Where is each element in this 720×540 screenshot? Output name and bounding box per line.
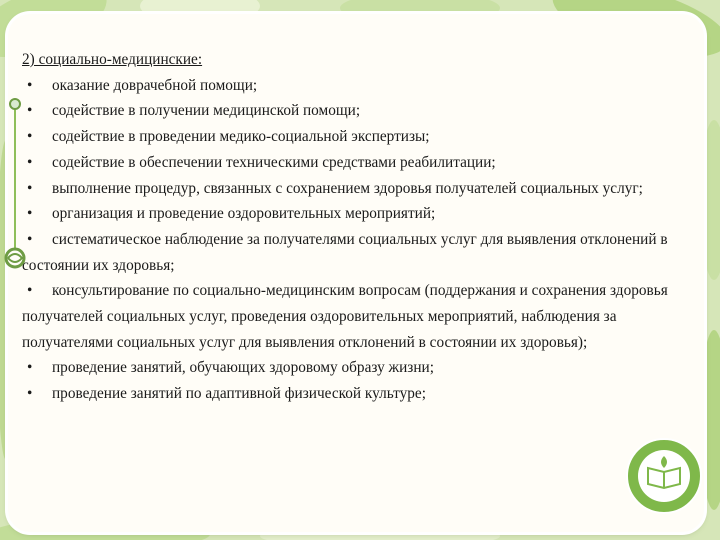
document-text xyxy=(22,47,690,407)
list-item-text: содействие в проведении медико-социальной экспертизы; xyxy=(52,128,430,146)
bullet: • xyxy=(27,205,33,223)
list-item xyxy=(22,176,690,202)
bullet: • xyxy=(27,153,33,171)
list-item xyxy=(22,381,690,407)
list-item-text: консультирование по социально-медицинским вопросам (поддержания и сохранения здоровья получателей социальных услуг, проведения оздоровительных мероприятий, наблюдения за получателями социальных услуг для выявления отклонений в состоянии их здоровья); xyxy=(22,282,668,351)
bullet: • xyxy=(27,359,33,377)
list-item xyxy=(22,150,690,176)
list-item xyxy=(22,124,690,150)
list-item-text: содействие в обеспечении техническими средствами реабилитации; xyxy=(52,153,496,171)
list-item-text: оказание доврачебной помощи; xyxy=(52,76,258,94)
emblem-logo-icon xyxy=(624,436,704,516)
list-item-text: проведение занятий по адаптивной физической культуре; xyxy=(52,385,426,403)
bullet: • xyxy=(27,179,33,197)
list-item xyxy=(22,278,690,355)
bullet: • xyxy=(27,128,33,146)
section-heading: 2) социально-медицинские: xyxy=(22,51,203,68)
binder-ring-icon xyxy=(0,0,40,540)
list-item-text: систематическое наблюдение за получателями социальных услуг для выявления отклонений в состоянии их здоровья; xyxy=(22,230,668,274)
list-item xyxy=(22,227,690,278)
list-item xyxy=(22,98,690,124)
bullet: • xyxy=(27,76,33,94)
list-item-text: содействие в получении медицинской помощи; xyxy=(52,102,361,120)
bullet: • xyxy=(27,282,33,300)
bullet: • xyxy=(27,230,33,248)
content-card xyxy=(8,14,704,532)
list-item-text: проведение занятий, обучающих здоровому образу жизни; xyxy=(52,359,434,377)
bullet: • xyxy=(27,102,33,120)
bullet: • xyxy=(27,385,33,403)
list-item-text: организация и проведение оздоровительных мероприятий; xyxy=(52,205,436,223)
list-item-text: выполнение процедур, связанных с сохранением здоровья получателей социальных услуг; xyxy=(52,179,643,197)
list-item xyxy=(22,355,690,381)
list-item xyxy=(22,201,690,227)
list-item xyxy=(22,73,690,99)
